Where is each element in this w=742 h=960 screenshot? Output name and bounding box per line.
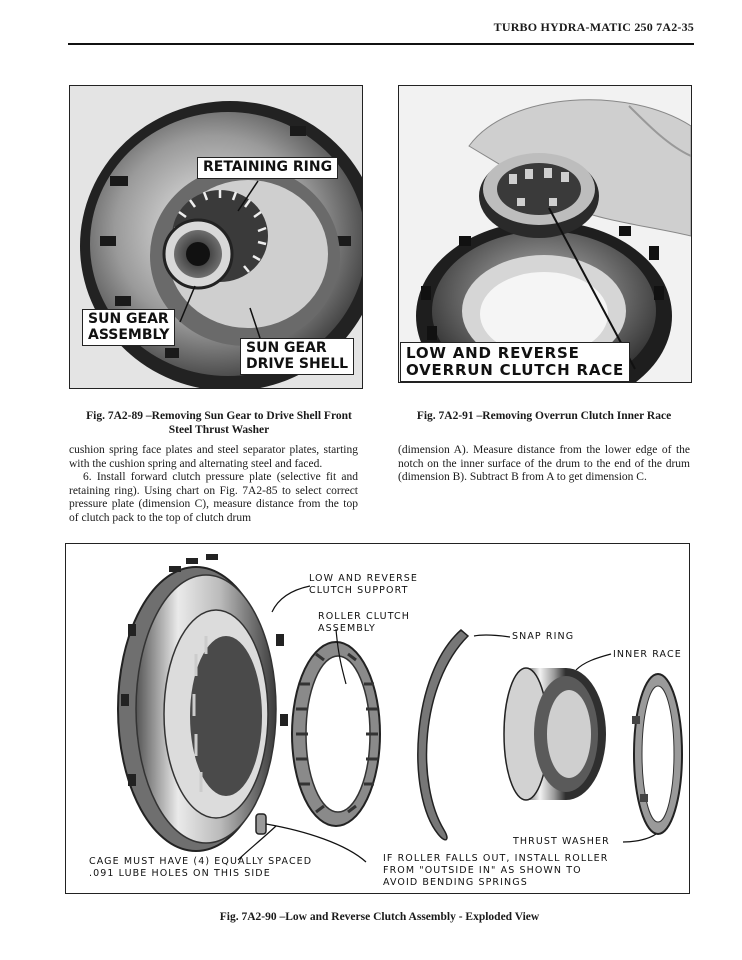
figure-91-photo: [398, 85, 692, 383]
label-roller-note: [383, 853, 608, 889]
label-roller-clutch: [318, 611, 410, 635]
loose-roller: [256, 814, 266, 834]
label-drive-shell-line-1: SUN GEAR: [246, 340, 327, 356]
overrun-clutch-illustration: [399, 86, 691, 382]
figure-89-caption-line-2: Steel Thrust Washer: [168, 423, 270, 436]
label-cage-note-line-2: .091 LUBE HOLES ON THIS SIDE: [89, 867, 271, 879]
body-right-paragraph-1: (dimension A). Measure distance from the lower edge of the notch on the inner surface of the drum to the end of the drum (dimension B). Subtract B from A to get dimension C.: [398, 444, 690, 484]
label-drive-shell-line-2: DRIVE SHELL: [246, 355, 349, 372]
label-inner-race: INNER RACE: [613, 649, 682, 660]
clutch-support: [118, 554, 288, 851]
thrust-washer: [632, 674, 682, 834]
label-sun-gear-assembly-line-2: ASSEMBLY: [88, 326, 170, 343]
label-cage-note: [89, 856, 312, 880]
snap-ring: [418, 630, 468, 840]
label-retaining-ring: RETAINING RING: [197, 157, 338, 179]
figure-89-caption-line-1: Fig. 7A2-89 –Removing Sun Gear to Drive Shell Front: [86, 410, 352, 422]
label-thrust-washer: THRUST WASHER: [513, 836, 610, 847]
body-left-paragraph-2: 6. Install forward clutch pressure plate (selective fit and retaining ring). Using chart on Fig. 7A2-85 to select correct pressure plate (dimension C), measure distance from the top of clutch pack to the top of clutch drum: [69, 471, 358, 524]
label-roller-clutch-line-1: ROLLER CLUTCH: [318, 611, 411, 622]
label-roller-clutch-line-2: ASSEMBLY: [318, 622, 376, 634]
figure-91-caption: Fig. 7A2-91 –Removing Overrun Clutch Inner Race: [416, 410, 672, 422]
roller-clutch: [292, 642, 380, 826]
label-overrun-line-2: OVERRUN CLUTCH RACE: [406, 360, 625, 379]
body-left-paragraph-1: cushion spring face plates and steel separator plates, starting with the cushion spring and alternating steel and faced.: [69, 444, 358, 470]
label-roller-note-line-3: AVOID BENDING SPRINGS: [383, 876, 528, 888]
body-left-column: [69, 444, 358, 526]
header-rule: [68, 43, 694, 45]
label-clutch-support-line-1: LOW AND REVERSE: [309, 573, 419, 584]
label-sun-gear-assembly-line-1: SUN GEAR: [88, 311, 169, 327]
figure-90-caption: Fig. 7A2-90 –Low and Reverse Clutch Assembly - Exploded View: [219, 911, 540, 923]
body-right-column: [398, 444, 690, 485]
label-cage-note-line-1: CAGE MUST HAVE (4) EQUALLY SPACED: [89, 856, 313, 867]
figure-89-caption: [69, 410, 369, 438]
page-header: TURBO HYDRA-MATIC 250 7A2-35: [493, 20, 694, 34]
label-roller-note-line-2: FROM "OUTSIDE IN" AS SHOWN TO: [383, 864, 582, 876]
inner-race: [504, 668, 606, 800]
label-overrun-line-1: LOW AND REVERSE: [406, 344, 580, 362]
label-clutch-support: [309, 573, 418, 597]
label-snap-ring: SNAP RING: [512, 631, 575, 642]
label-sun-gear-assembly: [82, 309, 175, 346]
label-roller-note-line-1: IF ROLLER FALLS OUT, INSTALL ROLLER: [383, 853, 609, 864]
label-low-reverse-overrun-race: [400, 342, 630, 382]
label-sun-gear-drive-shell: [240, 338, 354, 375]
label-clutch-support-line-2: CLUTCH SUPPORT: [309, 584, 409, 596]
